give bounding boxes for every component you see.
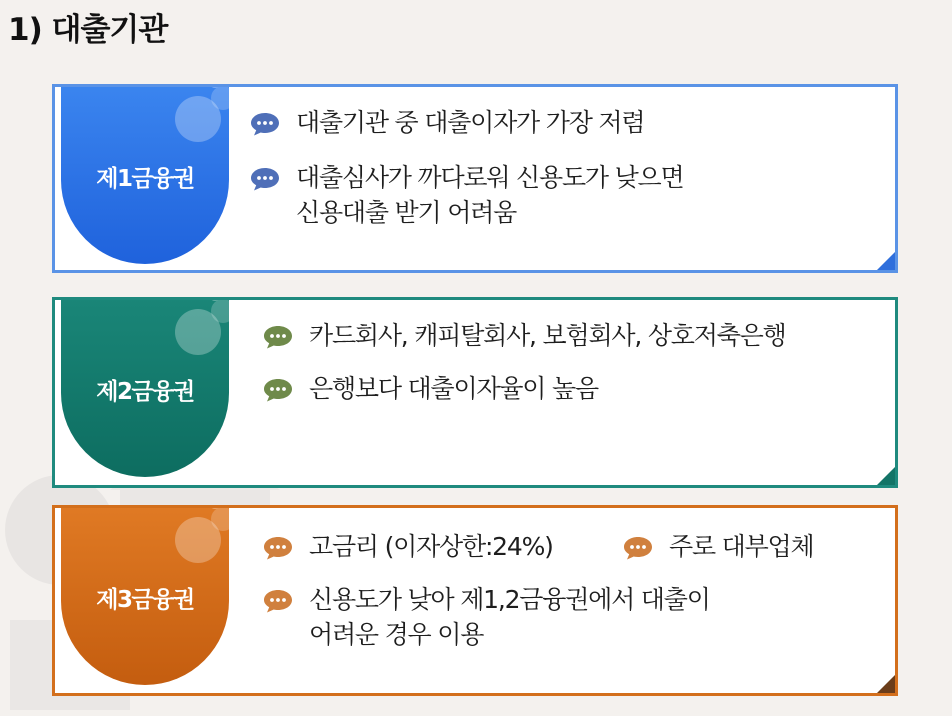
corner-accent — [877, 252, 895, 270]
tier-2-item-2 — [309, 371, 598, 406]
tier-3-item-3 — [309, 582, 710, 652]
tier-2-label: 제2금융권 — [96, 379, 194, 405]
tier-2-badge — [61, 297, 229, 477]
tier-2-item-2-text: 은행보다 대출이자율이 높음 — [309, 374, 598, 403]
decorative-bubble — [211, 507, 235, 531]
tier-1-label: 제1금융권 — [96, 166, 194, 192]
tier-1-badge — [61, 84, 229, 264]
tier-3-item-3-text-cont: 어려운 경우 이용 — [309, 620, 484, 649]
tier-1-item-2-text-cont: 신용대출 받기 어려움 — [296, 198, 517, 227]
speech-bubble-dots-icon — [263, 536, 293, 560]
tier-3-item-3-text: 신용도가 낮아 제1,2금융권에서 대출이 — [309, 585, 710, 614]
tier-3-item-2-text: 주로 대부업체 — [669, 532, 814, 561]
corner-accent — [877, 675, 895, 693]
page-title: 1) 대출기관 — [8, 12, 168, 48]
tier-1-item-1 — [296, 105, 644, 140]
tier-3-label: 제3금융권 — [96, 587, 194, 613]
corner-accent — [877, 467, 895, 485]
tier-card-2 — [52, 297, 898, 488]
tier-3-badge — [61, 505, 229, 685]
speech-bubble-dots-icon — [263, 589, 293, 613]
tier-2-item-1 — [309, 318, 786, 353]
tier-card-1 — [52, 84, 898, 273]
tier-1-item-1-text: 대출기관 중 대출이자가 가장 저렴 — [296, 108, 645, 137]
speech-bubble-dots-icon — [250, 167, 280, 191]
speech-bubble-dots-icon — [250, 112, 280, 136]
decorative-bubble — [211, 86, 235, 110]
speech-bubble-dots-icon — [263, 325, 293, 349]
tier-1-item-2 — [296, 160, 683, 230]
tier-3-item-1 — [309, 529, 553, 564]
speech-bubble-dots-icon — [263, 378, 293, 402]
tier-1-item-2-text: 대출심사가 까다로워 신용도가 낮으면 — [296, 163, 684, 192]
tier-card-3 — [52, 505, 898, 696]
speech-bubble-dots-icon — [623, 536, 653, 560]
tier-3-item-2 — [669, 529, 813, 564]
tier-2-item-1-text: 카드회사, 캐피탈회사, 보험회사, 상호저축은행 — [309, 321, 786, 350]
decorative-bubble — [211, 299, 235, 323]
tier-3-item-1-text: 고금리 (이자상한:24%) — [309, 532, 553, 561]
